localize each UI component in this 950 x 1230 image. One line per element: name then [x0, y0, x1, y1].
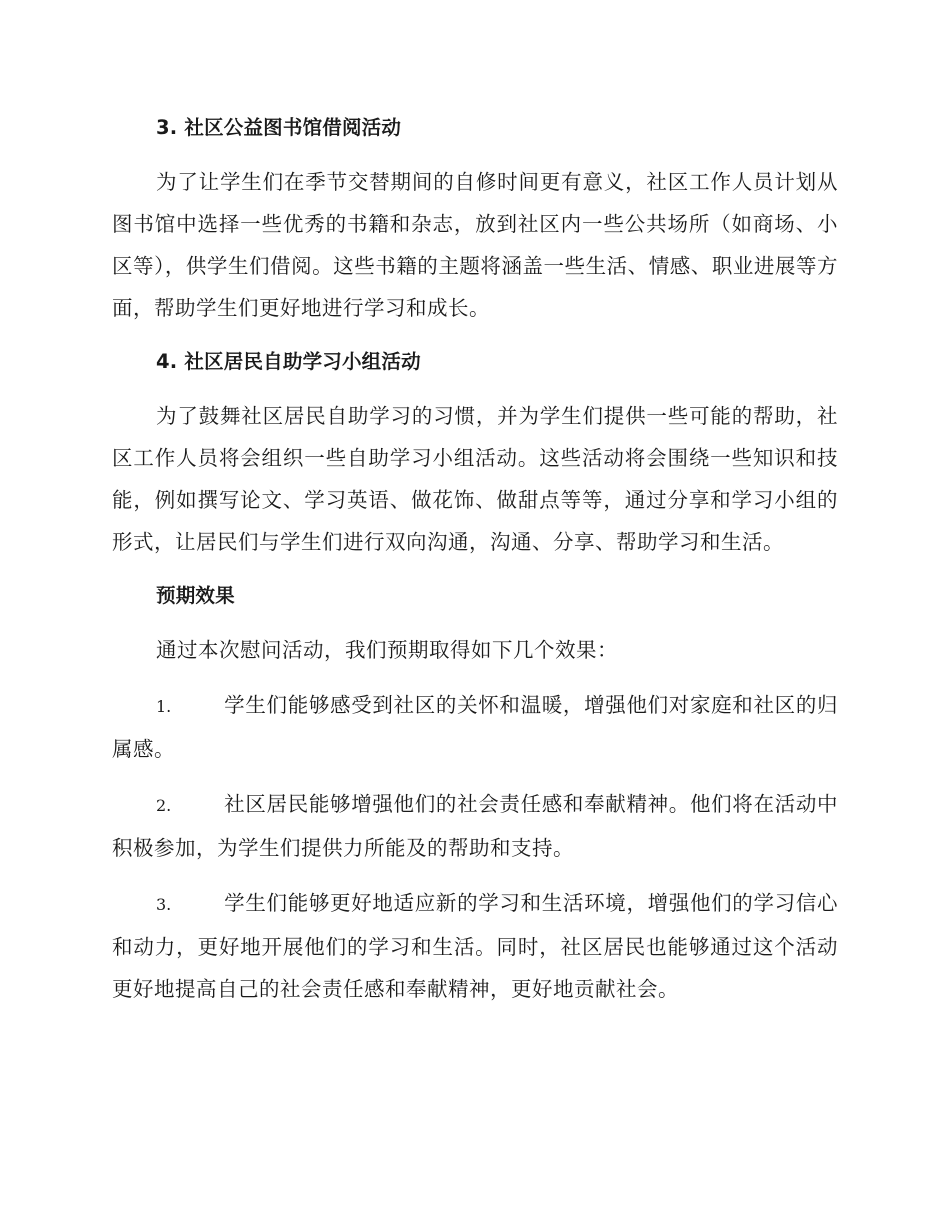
list-item-text: 社区居民能够增强他们的社会责任感和奉献精神。他们将在活动中积极参加，为学生们提供力所能及的帮助和支持。 [112, 792, 838, 860]
section-body-study-group: 为了鼓舞社区居民自助学习的习惯，并为学生们提供一些可能的帮助，社区工作人员将会组织一些自助学习小组活动。这些活动将会围绕一些知识和技能，例如撰写论文、学习英语、做花饰、做甜点等等，通过分享和学习小组的形式，让居民们与学生们进行双向沟通，沟通、分享、帮助学习和生活。 [112, 404, 838, 554]
list-item [112, 684, 838, 770]
list-item-number: 2. [156, 796, 172, 815]
section-heading-library: 3. 社区公益图书馆借阅活动 [156, 116, 402, 139]
section-heading-study-group: 4. 社区居民自助学习小组活动 [156, 350, 421, 373]
list-item-text: 学生们能够感受到社区的关怀和温暖，增强他们对家庭和社区的归属感。 [112, 693, 838, 761]
list-item-text: 学生们能够更好地适应新的学习和生活环境，增强他们的学习信心和动力，更好地开展他们的学习和生活。同时，社区居民也能够通过这个活动更好地提高自己的社会责任感和奉献精神，更好地贡献社会。 [112, 891, 838, 1001]
section-heading-expected: 预期效果 [156, 584, 235, 607]
expected-intro: 通过本次慰问活动，我们预期取得如下几个效果： [156, 638, 618, 662]
document-content [112, 108, 838, 1023]
list-item-number: 3. [156, 895, 172, 914]
list-item [112, 882, 838, 1010]
list-item [112, 783, 838, 869]
section-body-library: 为了让学生们在季节交替期间的自修时间更有意义，社区工作人员计划从图书馆中选择一些优秀的书籍和杂志，放到社区内一些公共场所（如商场、小区等），供学生们借阅。这些书籍的主题将涵盖一些生活、情感、职业进展等方面，帮助学生们更好地进行学习和成长。 [112, 170, 838, 320]
list-item-number: 1. [156, 697, 172, 716]
